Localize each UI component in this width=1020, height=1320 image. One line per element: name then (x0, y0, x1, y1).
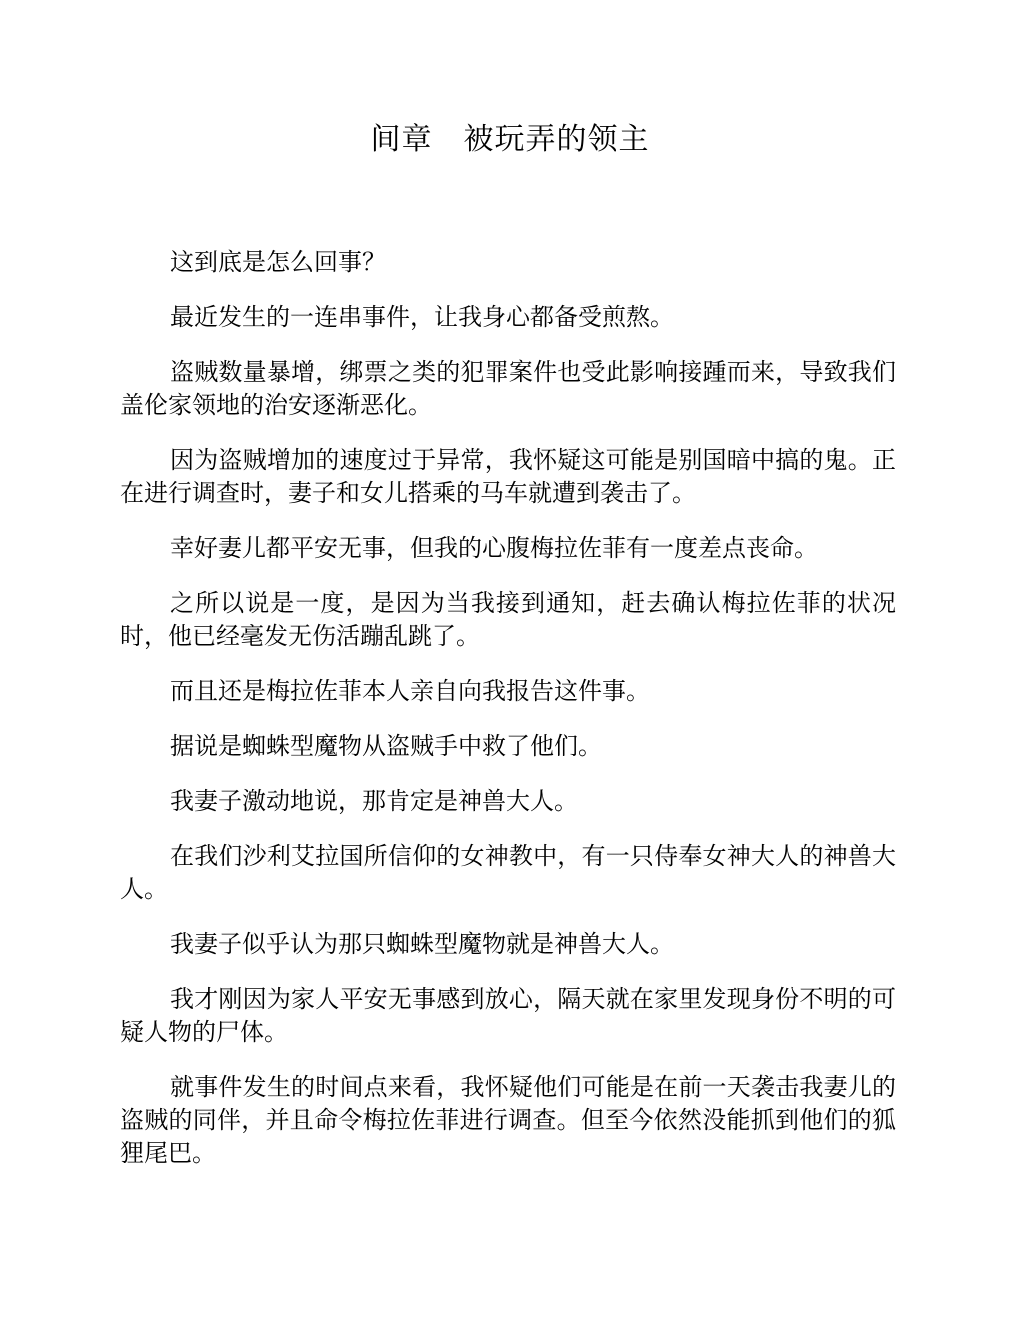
paragraph: 在我们沙利艾拉国所信仰的女神教中，有一只侍奉女神大人的神兽大人。 (120, 842, 896, 903)
paragraph: 之所以说是一度，是因为当我接到通知，赶去确认梅拉佐菲的状况时，他已经毫发无伤活蹦乱跳了。 (120, 589, 896, 650)
paragraph: 而且还是梅拉佐菲本人亲自向我报告这件事。 (170, 677, 650, 705)
paragraph: 我妻子激动地说，那肯定是神兽大人。 (170, 787, 578, 815)
paragraph: 最近发生的一连串事件，让我身心都备受煎熬。 (170, 303, 674, 331)
paragraph: 我才刚因为家人平安无事感到放心，隔天就在家里发现身份不明的可疑人物的尸体。 (120, 985, 896, 1046)
paragraph: 幸好妻儿都平安无事，但我的心腹梅拉佐菲有一度差点丧命。 (170, 534, 818, 562)
paragraph: 因为盗贼增加的速度过于异常，我怀疑这可能是别国暗中搞的鬼。正在进行调查时，妻子和女儿搭乘的马车就遭到袭击了。 (120, 446, 896, 507)
paragraph: 这到底是怎么回事？ (170, 248, 386, 276)
paragraph: 就事件发生的时间点来看，我怀疑他们可能是在前一天袭击我妻儿的盗贼的同伴，并且命令梅拉佐菲进行调查。但至今依然没能抓到他们的狐狸尾巴。 (120, 1073, 896, 1167)
paragraph: 盗贼数量暴增，绑票之类的犯罪案件也受此影响接踵而来，导致我们盖伦家领地的治安逐渐恶化。 (120, 358, 896, 419)
body-text (120, 246, 896, 1192)
paragraph: 据说是蜘蛛型魔物从盗贼手中救了他们。 (170, 732, 602, 760)
chapter-title: 间章 被玩弄的领主 (370, 122, 650, 157)
paragraph: 我妻子似乎认为那只蜘蛛型魔物就是神兽大人。 (170, 930, 674, 958)
